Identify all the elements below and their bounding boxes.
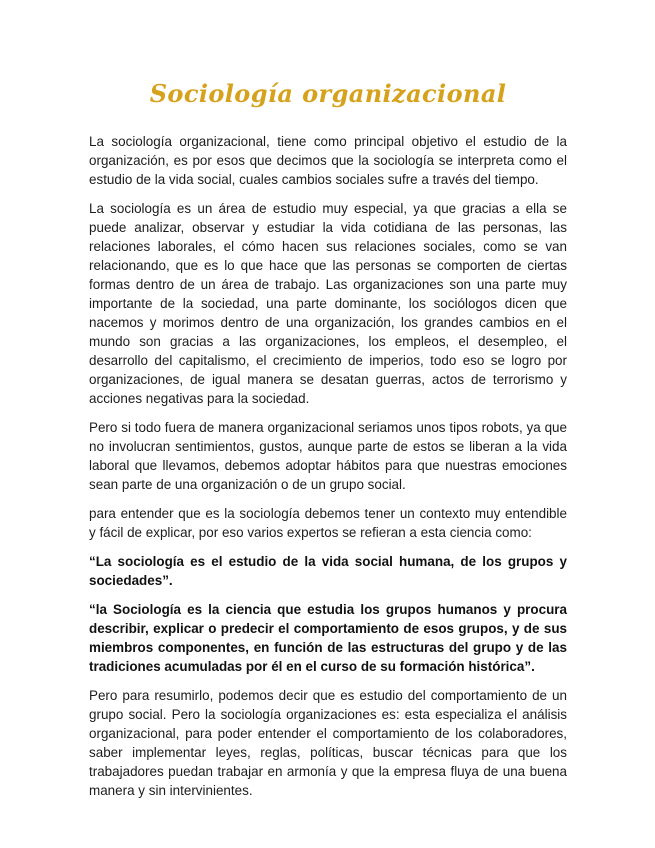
quote-definition-1: “La sociología es el estudio de la vida social humana, de los grupos y sociedades”. xyxy=(89,554,567,588)
paragraph-summary: Pero para resumirlo, podemos decir que es estudio del comportamiento de un grupo social. Pero la sociología organizaciones es: esta especializa el análisis organizacional, para poder entender el comportamiento de los colaboradores, saber implementar leyes, reglas, políticas, buscar técnicas para que los trabajadores puedan trabajar en armonía y que la empresa fluya de una buena manera y sin intervinientes. xyxy=(89,688,567,798)
paragraph-intro: La sociología organizacional, tiene como principal objetivo el estudio de la organización, es por esos que decimos que la sociología se interpreta como el estudio de la vida social, cuales cambios sociales sufre a través del tiempo. xyxy=(89,134,567,187)
paragraph-robots: Pero si todo fuera de manera organizacional seriamos unos tipos robots, ya que no involucran sentimientos, gustos, aunque parte de estos se liberan a la vida laboral que llevamos, debemos adoptar hábitos para que nuestras emociones sean parte de una organización o de un grupo social. xyxy=(89,420,567,492)
quote-definition-2: “la Sociología es la ciencia que estudia los grupos humanos y procura describir, explicar o predecir el comportamiento de esos grupos, y de sus miembros componentes, en función de las estructuras del grupo y de las tradiciones acumuladas por él en el curso de su formación histórica”. xyxy=(89,602,567,674)
paragraph-study-area: La sociología es un área de estudio muy especial, ya que gracias a ella se puede analizar, observar y estudiar la vida cotidiana de las personas, las relaciones laborales, el cómo hacen sus relaciones sociales, como se van relacionando, que es lo que hace que las personas se comporten de ciertas formas dentro de un área de trabajo. Las organizaciones son una parte muy importante de la sociedad, una parte dominante, los sociólogos dicen que nacemos y morimos dentro de una organización, los grandes cambios en el mundo son gracias a las organizaciones, los empleos, el desempleo, el desarrollo del capitalismo, el crecimiento de imperios, todo eso se logro por organizaciones, de igual manera se desatan guerras, actos de terrorismo y acciones negativas para la sociedad. xyxy=(89,201,567,406)
paragraph-context: para entender que es la sociología debemos tener un contexto muy entendible y fácil de explicar, por eso varios expertos se refieran a esta ciencia como: xyxy=(89,506,567,540)
page-title: Sociología organizacional xyxy=(149,79,507,108)
